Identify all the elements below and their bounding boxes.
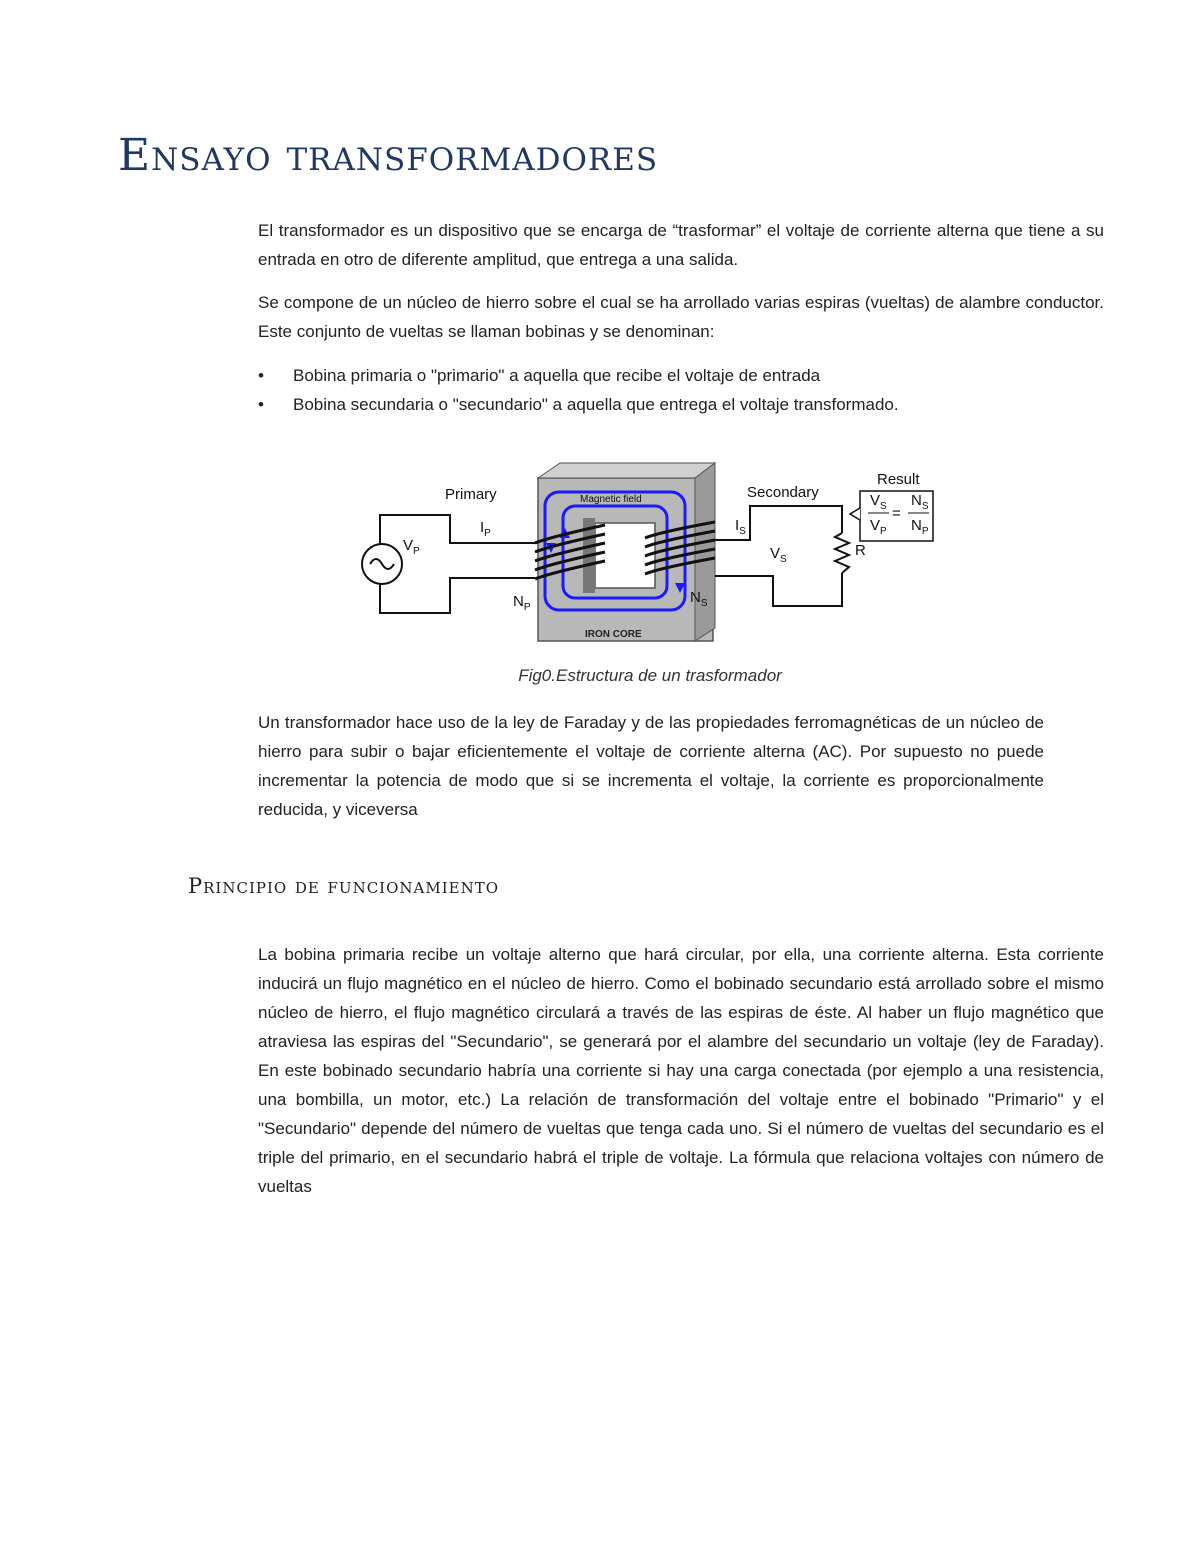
list-item xyxy=(258,390,1104,419)
result-label: Result xyxy=(877,471,920,488)
list-item-text: Bobina secundaria o "secundario" a aquella que entrega el voltaje transformado. xyxy=(293,395,899,414)
eq-vs: $V_S$ xyxy=(870,492,887,512)
primary-label: Primary xyxy=(445,486,497,503)
eq-ns: $N_S$ xyxy=(911,492,929,512)
ip-label: $I_P$ xyxy=(480,519,491,539)
faraday-paragraph: Un transformador hace uso de la ley de Faraday y de las propiedades ferromagnéticas de un núcleo de hierro para subir o bajar eficientemente el voltaje de corriente alterna (AC). Por supuesto no puede incrementar la potencia de modo que si se incrementa el voltaje, la corriente es proporcionalmente reducida, y viceversa xyxy=(258,713,1044,819)
bullet-icon: • xyxy=(258,366,264,385)
intro-paragraph: El transformador es un dispositivo que se encarga de “trasformar” el voltaje de corriente alterna que tiene a su entrada en otro de diferente amplitud, que entrega a una salida. xyxy=(258,221,1104,269)
np-label: $N_P$ xyxy=(513,593,531,613)
r-label: R xyxy=(855,542,866,559)
document-title: Ensayo transformadores xyxy=(118,130,659,181)
secondary-label: Secondary xyxy=(747,484,819,501)
is-label: $I_S$ xyxy=(735,517,746,537)
eq-np: $N_P$ xyxy=(911,517,929,537)
composition-paragraph: Se compone de un núcleo de hierro sobre el cual se ha arrollado varias espiras (vueltas) de alambre conductor. Este conjunto de vueltas se llaman bobinas y se denominan: xyxy=(258,293,1104,341)
magnetic-field-label: Magnetic field xyxy=(580,494,642,505)
eq-equals: = xyxy=(892,505,901,522)
ns-label: $N_S$ xyxy=(690,589,708,609)
bullet-icon: • xyxy=(258,395,264,414)
transformer-diagram xyxy=(355,458,940,648)
resistor-icon xyxy=(835,533,849,573)
section-heading: Principio de funcionamiento xyxy=(188,874,500,898)
principle-paragraph: La bobina primaria recibe un voltaje alterno que hará circular, por ella, una corriente alterna. Esta corriente inducirá un flujo magnético en el núcleo de hierro. Como el bobinado secundario está arrollado sobre el mismo núcleo de hierro, el flujo magnético circulará a través de las espiras de éste. Al haber un flujo magnético que atraviesa las espiras del "Secundario", se generará por el alambre del secundario un voltaje (ley de Faraday). En este bobinado secundario habría una corriente si hay una carga conectada (por ejemplo a una resistencia, una bombilla, un motor, etc.) La relación de transformación del voltaje entre el bobinado "Primario" y el "Secundario" depende del número de vueltas que tenga cada uno. Si el número de vueltas del secundario es el triple del primario, en el secundario habrá el triple de voltaje. La fórmula que relaciona voltajes con número de vueltas xyxy=(258,945,1104,1196)
vp-label: $V_P$ xyxy=(403,537,420,557)
figure-caption: Fig0.Estructura de un trasformador xyxy=(518,666,782,685)
list-item xyxy=(258,361,1104,390)
eq-vp: $V_P$ xyxy=(870,517,887,537)
list-item-text: Bobina primaria o "primario" a aquella que recibe el voltaje de entrada xyxy=(293,366,821,385)
coil-list xyxy=(258,361,1104,419)
vs-label: $V_S$ xyxy=(770,545,787,565)
iron-core-label: IRON CORE xyxy=(585,629,642,640)
